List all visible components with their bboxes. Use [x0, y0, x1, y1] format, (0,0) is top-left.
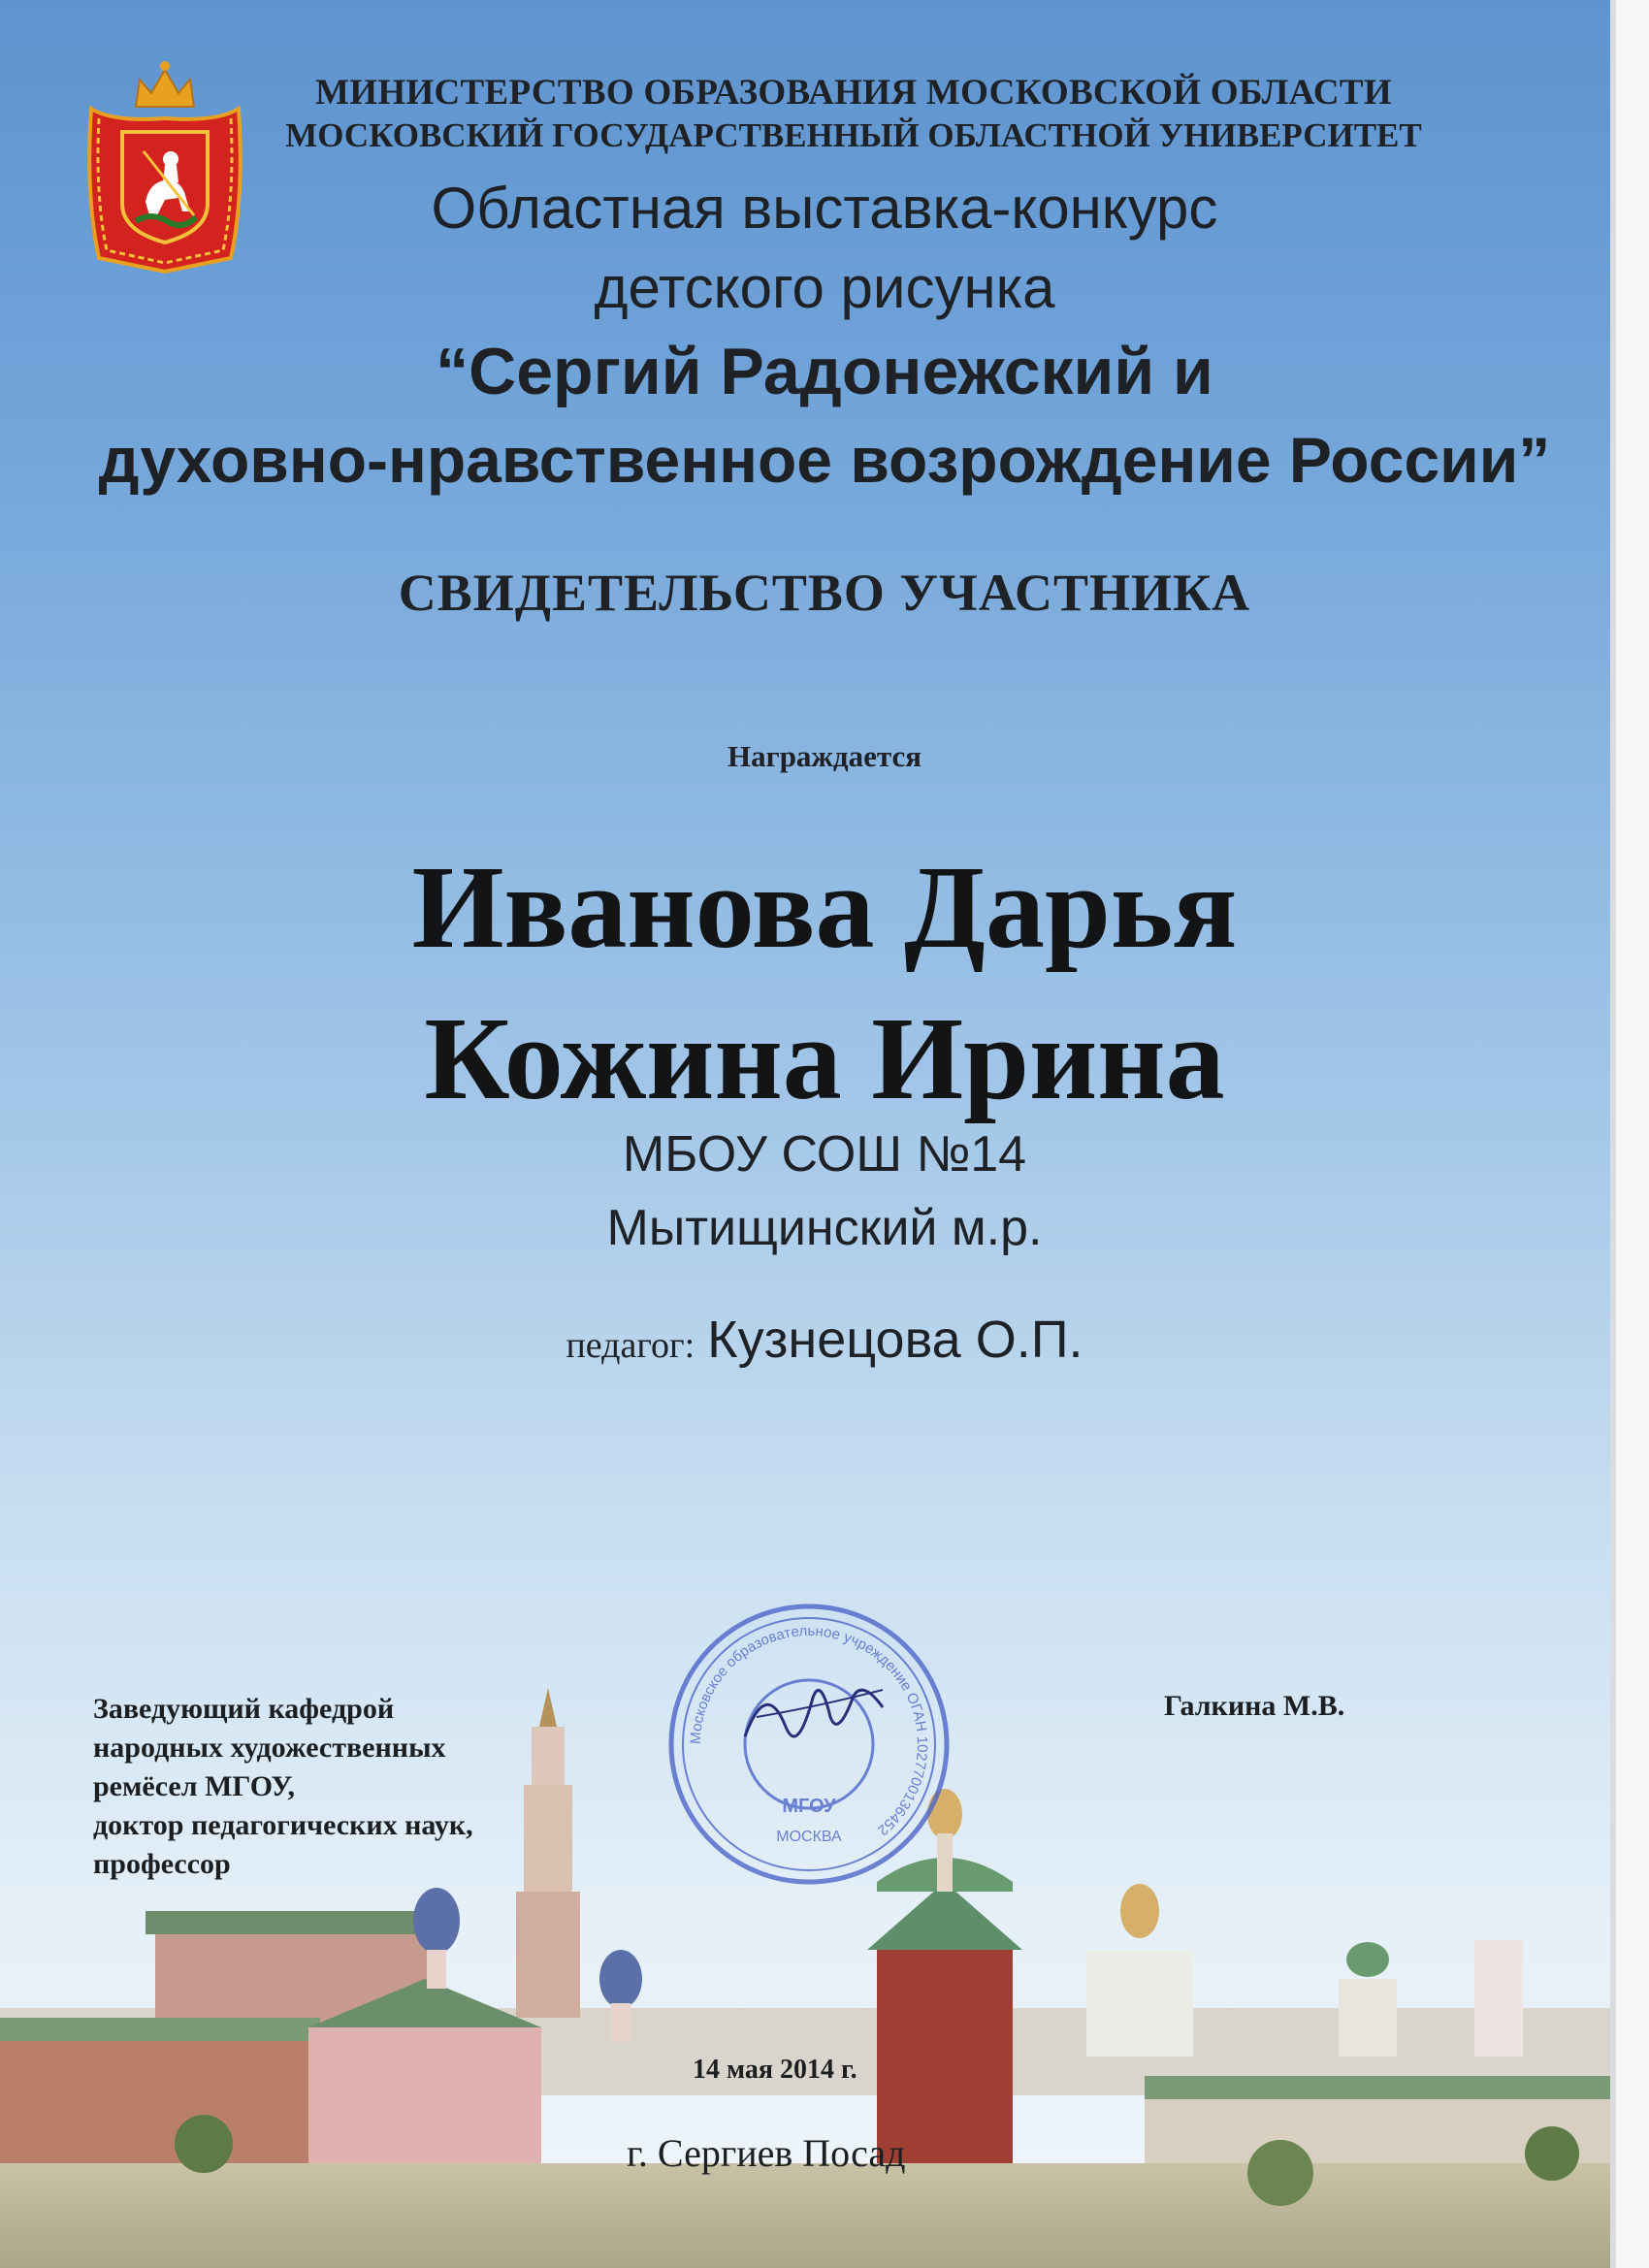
issue-date: 14 мая 2014 г.	[693, 2055, 857, 2085]
contest-title-line-2: детского рисунка	[594, 255, 1055, 320]
signer-position-line-2: народных художественных	[93, 1732, 446, 1764]
school-name: МБОУ СОШ №14	[622, 1126, 1027, 1183]
ministry-heading: МИНИСТЕРСТВО ОБРАЗОВАНИЯ МОСКОВСКОЙ ОБЛАСТИ	[315, 73, 1392, 113]
issue-city: г. Сергиев Посад	[627, 2131, 906, 2175]
awarded-label: Награждается	[728, 739, 922, 773]
recipient-name-2: Кожина Ирина	[424, 993, 1225, 1124]
moscow-oblast-coat-of-arms	[81, 50, 248, 275]
teacher-line	[388, 1310, 1261, 1370]
signer-position-line-5: профессор	[93, 1848, 231, 1880]
signer-position-line-4: доктор педагогических наук,	[93, 1809, 473, 1841]
teacher-name: Кузнецова О.П.	[707, 1311, 1083, 1369]
contest-title-line-1: Областная выставка-конкурс	[431, 176, 1218, 241]
stamp-ring-text: Московское образовательное учреждение ОГАН 1027700136452	[687, 1622, 931, 1839]
signer-position	[93, 1690, 473, 1884]
district-name: Мытищинский м.р.	[606, 1200, 1043, 1256]
contest-theme-line-2: духовно-нравственное возрождение России”	[98, 424, 1551, 496]
scan-margin	[1616, 0, 1649, 2268]
university-heading: МОСКОВСКИЙ ГОСУДАРСТВЕННЫЙ ОБЛАСТНОЙ УНИВЕРСИТЕТ	[285, 116, 1422, 154]
signer-position-line-3: ремёсел МГОУ,	[93, 1770, 296, 1802]
recipient-name-1: Иванова Дарья	[411, 842, 1238, 973]
handwritten-signature	[737, 1669, 892, 1756]
signer-name: Галкина М.В.	[1164, 1690, 1345, 1722]
certificate-title: СВИДЕТЕЛЬСТВО УЧАСТНИКА	[398, 564, 1251, 622]
stamp-center-text: МГОУ	[782, 1796, 836, 1817]
contest-theme-line-1: “Сергий Радонежский и	[436, 335, 1213, 408]
teacher-label: педагог:	[566, 1325, 695, 1366]
stamp-city-text: МОСКВА	[776, 1829, 842, 1845]
signer-position-line-1: Заведующий кафедрой	[93, 1693, 395, 1725]
